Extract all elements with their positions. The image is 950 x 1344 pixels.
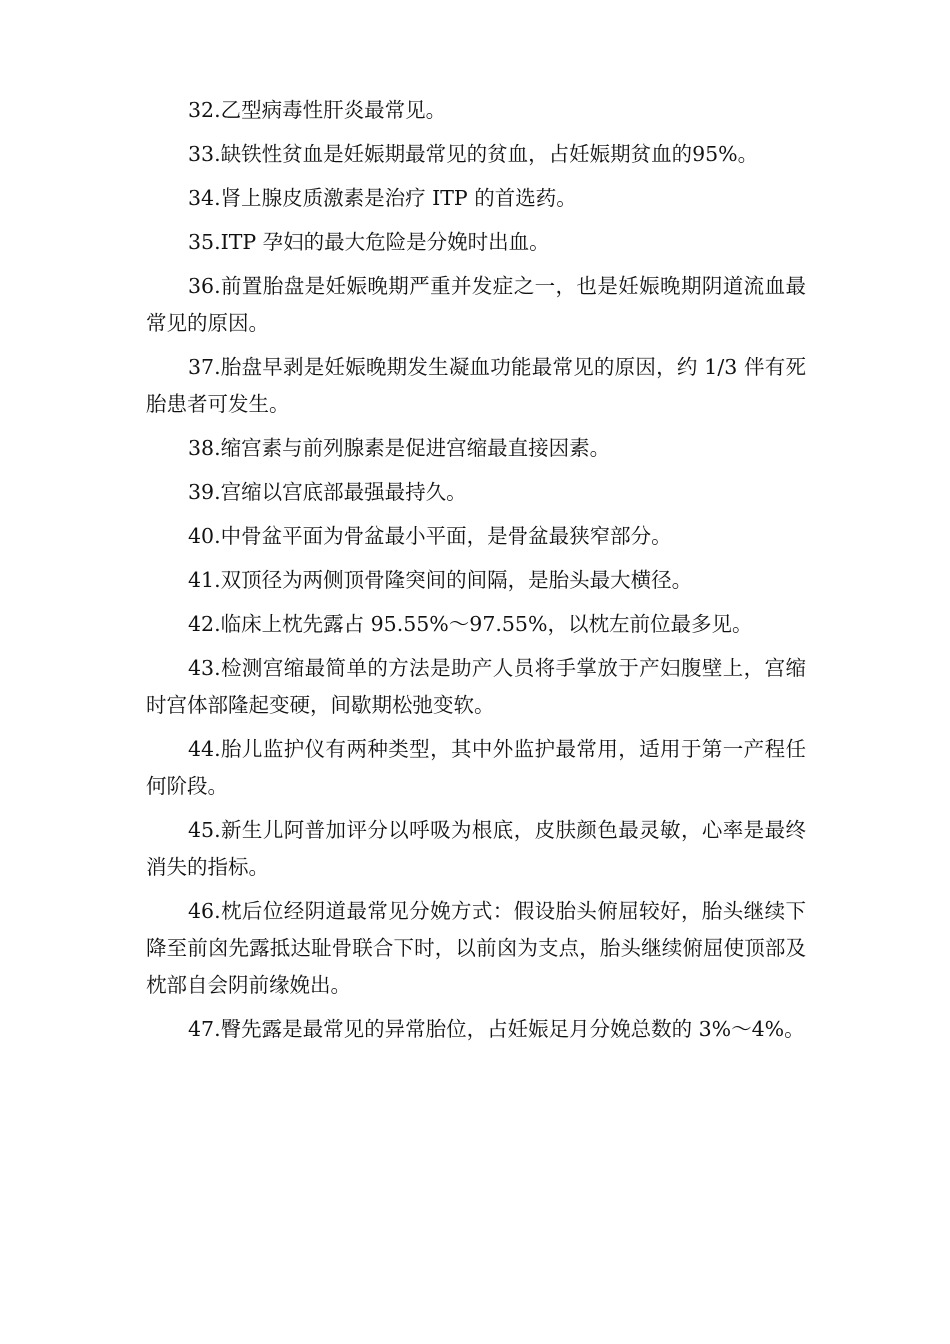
- list-item-47: 47.臀先露是最常见的异常胎位，占妊娠足月分娩总数的 3%～4%。: [188, 1017, 805, 1041]
- list-item-36: 36.前置胎盘是妊娠晚期严重并发症之一，也是妊娠晚期阴道流血最常见的原因。: [146, 274, 806, 335]
- list-item-44: 44.胎儿监护仪有两种类型，其中外监护最常用，适用于第一产程任何阶段。: [146, 737, 806, 798]
- list-item-43: 43.检测宫缩最简单的方法是助产人员将手掌放于产妇腹壁上，宫缩时宫体部隆起变硬，间歇期松弛变软。: [146, 656, 806, 717]
- list-item-45: 45.新生儿阿普加评分以呼吸为根底，皮肤颜色最灵敏，心率是最终消失的指标。: [146, 818, 806, 879]
- list-item-34: 34.肾上腺皮质激素是治疗 ITP 的首选药。: [188, 186, 577, 210]
- list-item-41: 41.双顶径为两侧顶骨隆突间的间隔，是胎头最大横径。: [188, 568, 693, 592]
- list-item-39: 39.宫缩以宫底部最强最持久。: [188, 480, 467, 504]
- list-item-40: 40.中骨盆平面为骨盆最小平面，是骨盆最狭窄部分。: [188, 524, 672, 548]
- list-item-33: 33.缺铁性贫血是妊娠期最常见的贫血，占妊娠期贫血的95%。: [188, 142, 759, 166]
- list-item-37: 37.胎盘早剥是妊娠晚期发生凝血功能最常见的原因，约 1/3 伴有死胎患者可发生。: [146, 355, 806, 416]
- list-item-42: 42.临床上枕先露占 95.55%～97.55%，以枕左前位最多见。: [188, 612, 753, 636]
- list-item-32: 32.乙型病毒性肝炎最常见。: [188, 98, 447, 122]
- list-item-38: 38.缩宫素与前列腺素是促进宫缩最直接因素。: [188, 436, 611, 460]
- list-item-46: 46.枕后位经阴道最常见分娩方式：假设胎头俯屈较好，胎头继续下降至前囟先露抵达耻骨联合下时，以前囟为支点，胎头继续俯屈使顶部及枕部自会阴前缘娩出。: [146, 899, 806, 997]
- document-body: [146, 92, 806, 1055]
- list-item-35: 35.ITP 孕妇的最大危险是分娩时出血。: [188, 230, 550, 254]
